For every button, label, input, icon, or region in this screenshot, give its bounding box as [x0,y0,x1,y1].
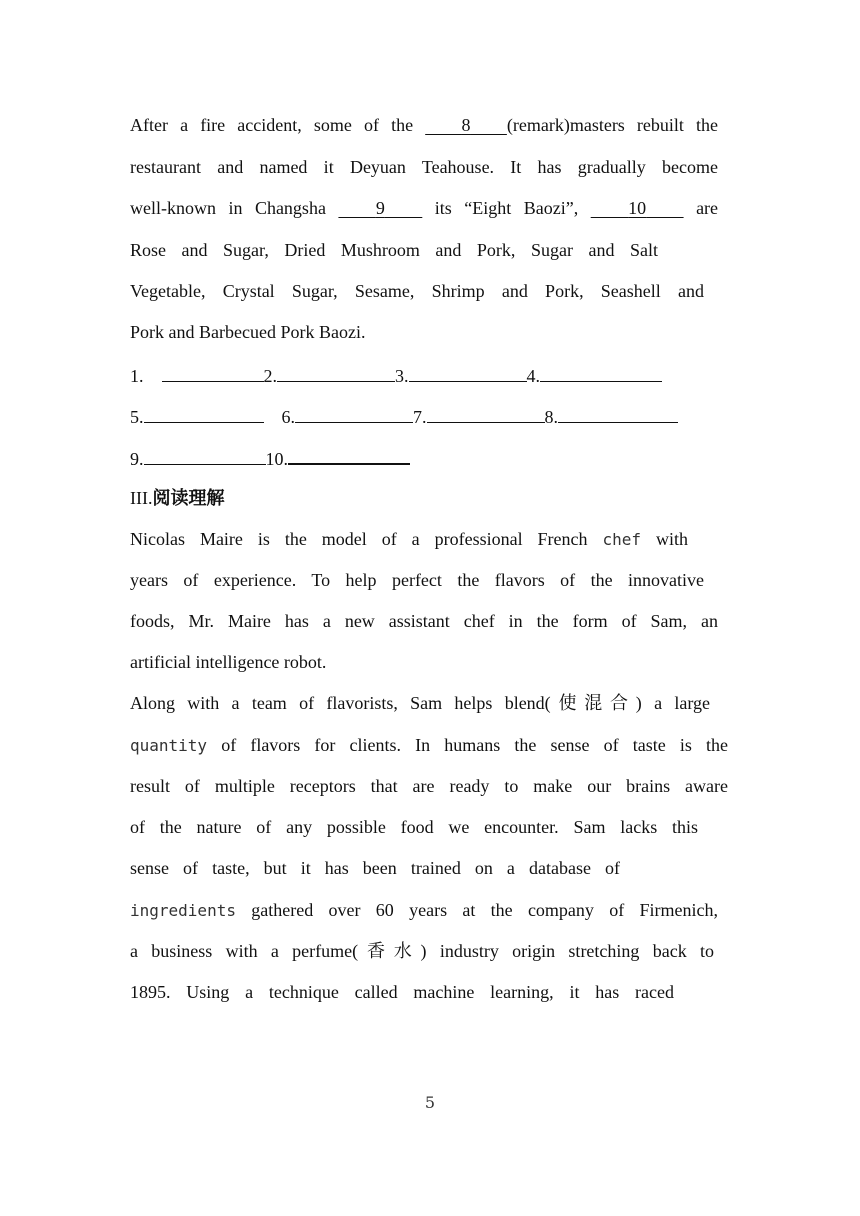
answer-row-3 [130,445,410,471]
answer-row-2 [130,404,678,429]
answer-label-8: 8. [544,407,558,427]
passage-line-6: Pork and Barbecued Pork Baozi. [130,322,366,342]
text-segment: gathered over 60 years at the company of Firmenich, [251,900,718,920]
answer-label-2: 2. [263,366,277,386]
answer-blank-5[interactable] [144,404,264,423]
answer-blank-3[interactable] [409,363,527,382]
reading-line-6 [130,733,728,758]
highlighted-word: quantity [130,736,208,755]
text-segment: are [696,198,719,218]
answer-blank-8[interactable] [558,404,678,423]
answer-label-3: 3. [395,366,409,386]
blank-number: 8 [461,115,471,135]
answer-label-6: 6. [281,407,295,427]
answer-blank-2[interactable] [277,363,395,382]
reading-line-9: sense of taste, but it has been trained on a database of [130,858,620,878]
answer-blank-6[interactable] [295,404,413,423]
text-segment: well-known in Changsha [130,198,326,218]
text-segment: (remark)masters rebuilt the [506,115,719,135]
section-heading [130,486,224,511]
passage-line-4: Rose and Sugar, Dried Mushroom and Pork, Sugar and Salt [130,240,658,260]
answer-label-9: 9. [130,449,144,469]
answer-blank-1[interactable] [162,363,264,382]
blank-8 [425,115,507,135]
answer-label-4: 4. [526,366,540,386]
passage-line-2: restaurant and named it Deyuan Teahouse. It has gradually become [130,157,718,177]
reading-line-10 [130,898,718,923]
answer-label-1: 1. [130,366,144,386]
answer-blank-9[interactable] [144,446,266,465]
section-number: III. [130,488,153,508]
blank-number: 9 [375,198,385,218]
reading-line-11: a business with a perfume(香水) industry origin stretching back to [130,941,714,961]
passage-line-5: Vegetable, Crystal Sugar, Sesame, Shrimp and Pork, Seashell and [130,281,704,301]
blank-9 [338,198,422,218]
reading-line-8: of the nature of any possible food we encounter. Sam lacks this [130,817,698,837]
passage-line-1 [130,113,718,137]
section-title: 阅读理解 [152,488,225,509]
answer-label-10: 10. [265,449,288,469]
reading-line-5: Along with a team of flavorists, Sam helps blend(使混合) a large [130,693,710,713]
highlighted-word: ingredients [130,901,236,920]
answer-row-1 [130,363,662,388]
text-segment: with [656,529,689,549]
text-segment: Nicolas Maire is the model of a professional French [130,529,588,549]
text-segment: of flavors for clients. In humans the sense of taste is the [221,735,729,755]
reading-line-1 [130,527,688,552]
answer-blank-4[interactable] [540,363,662,382]
answer-blank-10[interactable] [288,445,410,465]
text-segment: its “Eight Baozi”, [434,198,579,218]
reading-line-3: foods, Mr. Maire has a new assistant chef in the form of Sam, an [130,611,718,631]
highlighted-word: chef [602,530,642,549]
reading-line-2: years of experience. To help perfect the flavors of the innovative [130,570,704,590]
reading-line-7: result of multiple receptors that are ready to make our brains aware [130,776,728,796]
answer-label-5: 5. [130,407,144,427]
answer-blank-7[interactable] [427,404,545,423]
reading-line-12: 1895. Using a technique called machine learning, it has raced [130,982,674,1002]
text-segment: After a fire accident, some of the [130,115,414,135]
page-number: 5 [424,1093,436,1112]
reading-line-4: artificial intelligence robot. [130,652,327,672]
passage-line-3 [130,196,718,220]
blank-10 [591,198,684,218]
blank-number: 10 [628,198,647,218]
answer-label-7: 7. [413,407,427,427]
